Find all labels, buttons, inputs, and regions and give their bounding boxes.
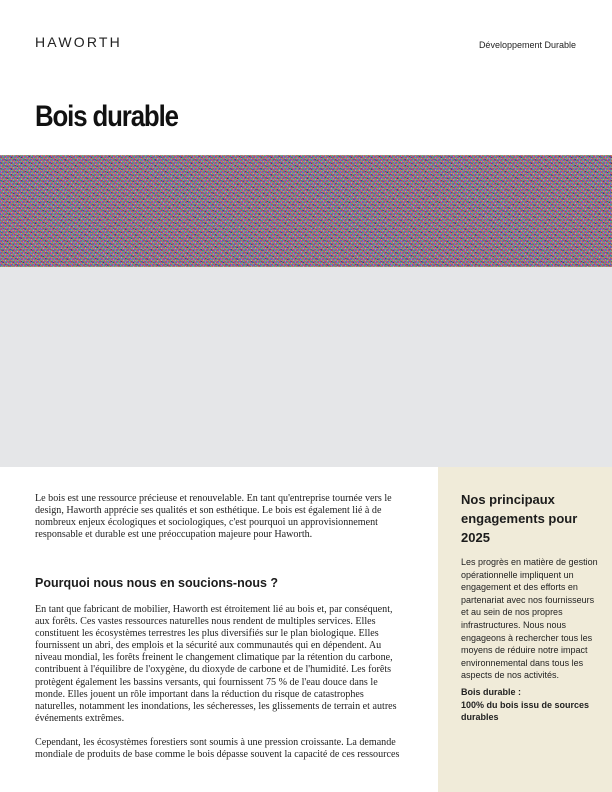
- intro-paragraph: Le bois est une ressource précieuse et renouvelable. En tant qu'entreprise tournée vers le design, Haworth apprécie ses qualités et son esthétique. Le bois est également lié à de nombreux enjeux écologiques et sociologiques, c'est pourquoi un approvisionnement responsable et durable est une préoccupation majeure pour Haworth.: [35, 493, 392, 541]
- body-paragraph: En tant que fabricant de mobilier, Haworth est étroitement lié au bois et, par conséquent, aux forêts. Ces vastes ressources naturelles nous rendent de multiples services. Elles constituent les écosystèmes terrestres les plus diversifiés sur le plan biologique. Elles fournissent un abri, des emplois et la sécurité aux communautés qui en dépendent. Au niveau mondial, les forêts freinent le changement climatique par la rétention du carbone, contribuent à l'équilibre de l'oxygène, du dioxyde de carbone et de l'humidité. Les forêts protègent également les bassins versants, qui fournissent 75 % de l'eau douce dans le monde. Elles jouent un rôle important dans la réduction du risque de catastrophes naturelles, notamment les inondations, les sécheresses, les glissements de terrain et autres événements extrêmes.: [35, 604, 397, 724]
- body-paragraph: Cependant, les écosystèmes forestiers sont soumis à une pression croissante. La demande mondiale de produits de base comme le bois dépasse souvent la capacité de ces ressources: [35, 737, 400, 761]
- commitment-value: 100% du bois issu de sources durables: [461, 699, 590, 723]
- section-heading: Pourquoi nous nous en soucions-nous ?: [35, 576, 279, 590]
- sidebar-heading: Nos principaux engagements pour 2025: [461, 492, 578, 545]
- haworth-logo: HAWORTH: [35, 34, 122, 50]
- commitment-label: Bois durable :: [461, 687, 522, 697]
- page-title: Bois durable: [35, 100, 178, 133]
- section-label: Développement Durable: [478, 40, 576, 50]
- sidebar-commitment: [461, 686, 601, 724]
- sidebar-body: Les progrès en matière de gestion opérationnelle impliquent un engagement et des efforts en partenariat avec nos fournisseurs et au sein de nos propres infrastructures. Nous nous engageons à rechercher tous les moyens de réduire notre impact environnemental dans tous les aspects de nos activités.: [461, 557, 598, 681]
- gray-band: [0, 267, 612, 467]
- hero-image: [0, 155, 612, 267]
